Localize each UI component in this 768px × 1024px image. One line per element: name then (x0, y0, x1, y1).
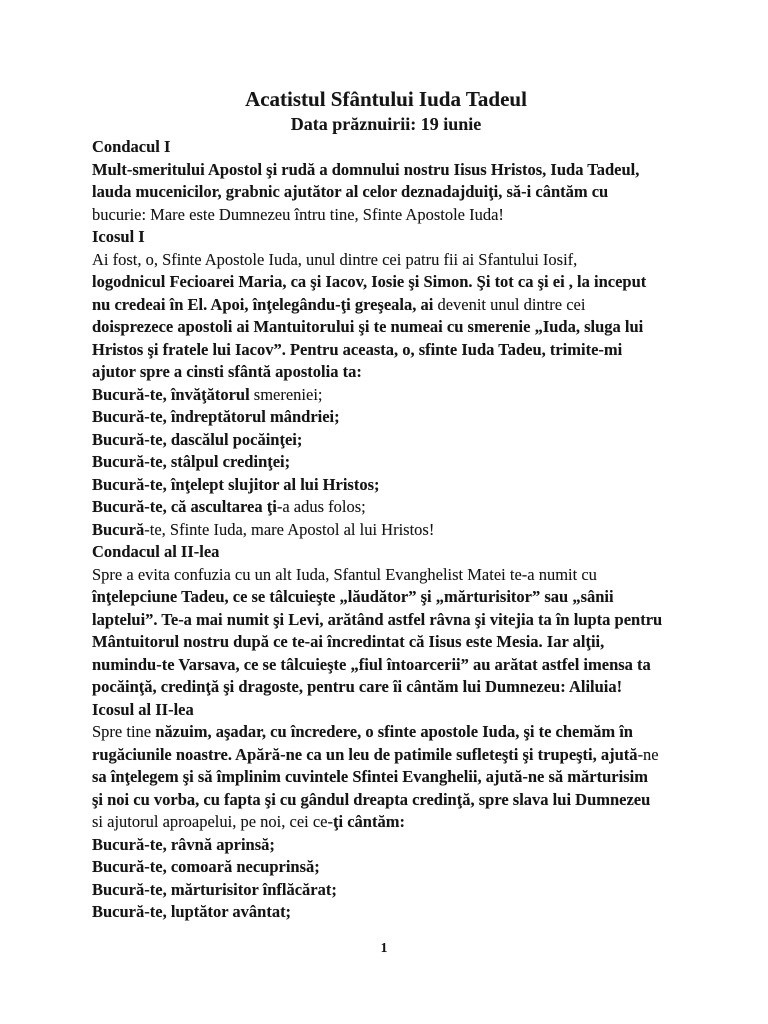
text-line (92, 429, 680, 452)
text-line (92, 406, 680, 429)
text-segment: nu credeai în El. Apoi, înţelegându-ţi greşeala, ai (92, 294, 438, 314)
text-segment: înţelepciune Tadeu, ce se tâlcuieşte „lăudător” şi „mărturisitor” sau „sânii (92, 587, 614, 606)
text-segment: Icosul al II-lea (92, 699, 194, 719)
text-segment: doisprezece apostoli ai Mantuitorului şi te numeai cu smerenie „Iuda, sluga lui (92, 317, 644, 336)
text-line (92, 789, 680, 812)
text-segment: Bucură-te, comoară necuprinsă; (92, 857, 320, 876)
text-segment: Spre tine (92, 722, 156, 741)
text-segment: lauda mucenicilor, grabnic ajutător al celor deznadajduiţi, să-i cântăm cu (92, 182, 609, 201)
text-segment: Bucură (92, 519, 145, 539)
text-line (92, 654, 680, 677)
text-line (92, 586, 680, 609)
text-line (92, 384, 680, 407)
section-heading (92, 541, 680, 564)
text-segment: logodnicul Fecioarei Maria, ca şi Iacov, Iosie şi Simon. Şi tot ca şi ei , la inceput (92, 272, 647, 291)
text-line (92, 249, 680, 272)
text-line (92, 744, 680, 767)
text-line (92, 721, 680, 744)
document-body (92, 136, 680, 924)
text-segment: devenit unul dintre cei (437, 294, 586, 314)
text-line (92, 496, 680, 519)
text-segment: ajutor spre a cinsti sfântă apostolia ta: (92, 362, 362, 381)
text-line (92, 339, 680, 362)
text-segment: Bucură-te, îndreptătorul mândriei; (92, 407, 340, 426)
text-segment: bucurie: Mare este Dumnezeu întru tine, Sfinte Apostole Iuda! (92, 204, 504, 224)
text-line (92, 519, 680, 542)
text-line (92, 676, 680, 699)
text-line (92, 159, 680, 182)
section-heading (92, 699, 680, 722)
text-line (92, 181, 680, 204)
text-line (92, 294, 680, 317)
document-subtitle: Data prăznuirii: 19 iunie (290, 114, 482, 134)
text-segment: Icosul I (92, 227, 145, 246)
text-segment: Bucură-te, dascălul pocăinţei; (92, 429, 303, 449)
text-line (92, 879, 680, 902)
text-segment: Bucură-te, râvnă aprinsă; (92, 834, 275, 854)
section-heading (92, 136, 680, 159)
text-segment: Mântuitorul nostru după ce te-ai încredintat că Iisus este Mesia. Iar alţii, (92, 632, 605, 651)
page-number: 1 (380, 940, 388, 955)
text-segment: sa înţelegem şi să împlinim cuvintele Sfintei Evanghelii, ajută-ne să mărturisim (92, 767, 648, 786)
text-segment: si ajutorul aproapelui, pe noi, cei ce- (92, 812, 333, 831)
text-segment: rugăciunile noastre. Apără-ne ca un leu de patimile sufleteşti şi trupeşti, ajută (92, 744, 638, 764)
text-segment: ţi cântăm: (333, 812, 405, 831)
text-segment: Condacul al II-lea (92, 542, 220, 561)
text-segment: năzuim, aşadar, cu încredere, o sfinte apostole Iuda, şi te chemăm în (155, 722, 633, 741)
text-line (92, 834, 680, 857)
text-segment: Hristos şi fratele lui Iacov”. Pentru aceasta, o, sfinte Iuda Tadeu, trimite-mi (92, 339, 623, 359)
text-segment: Ai fost, o, Sfinte Apostole Iuda, unul dintre cei patru fii ai Sfantului Iosif, (92, 249, 578, 269)
text-segment: Bucură-te, înţelept slujitor al lui Hristos; (92, 474, 380, 494)
text-line (92, 609, 680, 632)
document-title: Acatistul Sfântului Iuda Tadeul (245, 87, 527, 111)
text-segment: -te, Sfinte Iuda, mare Apostol al lui Hristos! (144, 519, 435, 539)
text-line (92, 451, 680, 474)
text-line (92, 856, 680, 879)
text-line (92, 361, 680, 384)
text-segment: smereniei; (253, 384, 323, 404)
text-line (92, 316, 680, 339)
text-line (92, 766, 680, 789)
text-segment: Spre a evita confuzia cu un alt Iuda, Sfantul Evanghelist Matei te-a numit cu (92, 564, 597, 584)
text-segment: şi noi cu vorba, cu fapta şi cu gândul dreapta credinţă, spre slava lui Dumnezeu (92, 789, 651, 809)
text-segment: laptelui”. Te-a mai numit şi Levi, arătând astfel râvna şi vitejia ta în lupta pentru (92, 609, 663, 629)
text-line (92, 631, 680, 654)
section-heading (92, 226, 680, 249)
text-line (92, 271, 680, 294)
text-segment: pocăinţă, credinţă şi dragoste, pentru care îi cântăm lui Dumnezeu: Aliluia! (92, 677, 623, 696)
text-segment: -ne (637, 744, 659, 764)
text-line (92, 204, 680, 227)
text-segment: Bucură-te, luptător avântat; (92, 902, 292, 921)
text-segment: Bucură-te, învăţătorul (92, 384, 254, 404)
text-line (92, 811, 680, 834)
text-segment: Mult-smeritului Apostol şi rudă a domnului nostru Iisus Hristos, Iuda Tadeul, (92, 159, 640, 179)
text-segment: Bucură-te, mărturisitor înflăcărat; (92, 879, 337, 899)
text-line (92, 901, 680, 924)
text-line (92, 564, 680, 587)
text-segment: Bucură-te, că ascultarea ţi (92, 497, 277, 516)
text-segment: -a adus folos; (276, 497, 366, 516)
text-segment: numindu-te Varsava, ce se tâlcuieşte „fiul întoarcerii” au arătat astfel imensa ta (92, 654, 651, 674)
text-segment: Bucură-te, stâlpul credinţei; (92, 452, 291, 471)
document-content (92, 86, 680, 924)
text-line (92, 474, 680, 497)
text-segment: Condacul I (92, 137, 171, 156)
